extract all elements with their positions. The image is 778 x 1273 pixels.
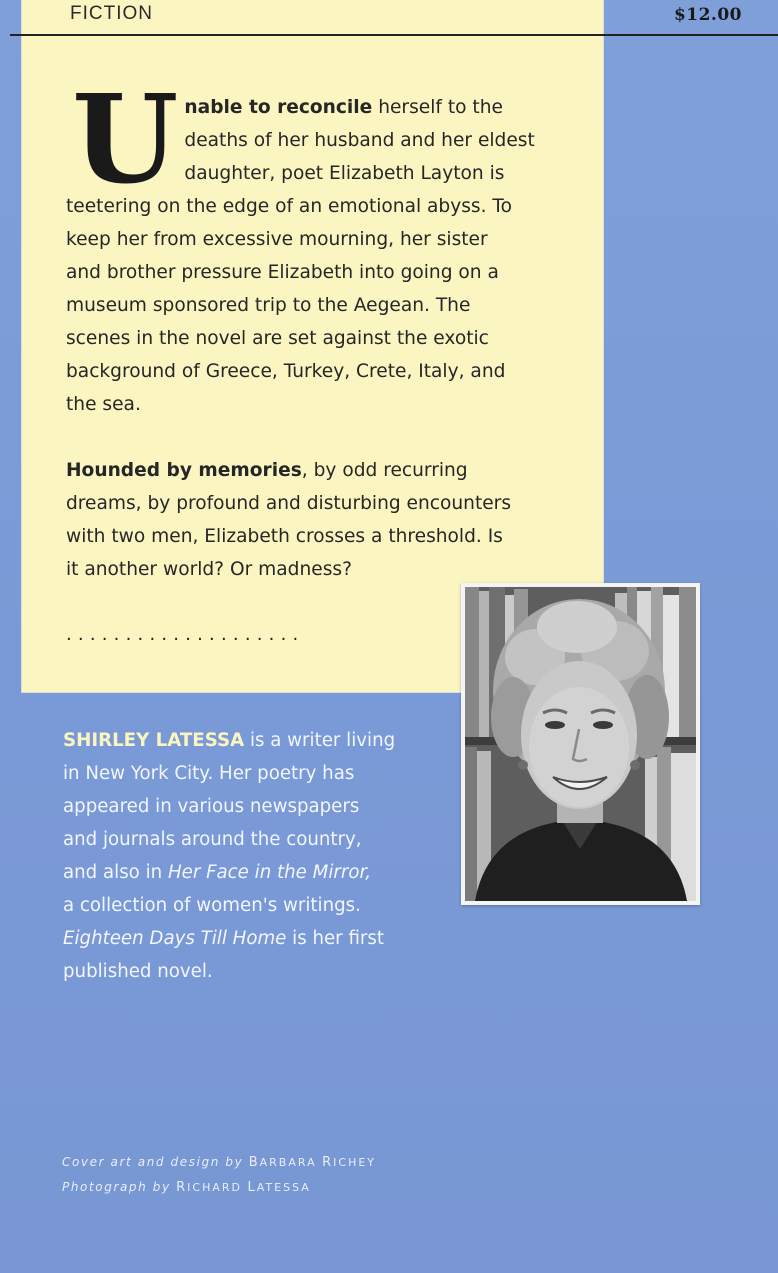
book-title: Eighteen Days Till Home	[63, 928, 287, 949]
blurb-text: teetering on the edge of an emotional abyss. To	[66, 196, 513, 217]
blurb-text: , by odd recurring	[301, 460, 468, 481]
blurb-text: it another world? Or madness?	[66, 559, 352, 580]
book-title: Her Face in the Mirror,	[167, 862, 372, 883]
price-label: $12.00	[673, 5, 742, 25]
blurb-lead-bold: Hounded by memories	[66, 460, 302, 481]
bio-text: published novel.	[63, 961, 213, 982]
blurb-text: daughter, poet Elizabeth Layton is	[184, 163, 505, 184]
credits	[62, 1150, 376, 1200]
blurb-text: keep her from excessive mourning, her sister	[66, 229, 488, 250]
blurb-text: deaths of her husband and her eldest	[184, 130, 535, 151]
category-label: FICTION	[70, 3, 153, 24]
blurb-text: with two men, Elizabeth crosses a threshold. Is	[66, 526, 503, 547]
credit-text: Photograph by	[62, 1180, 177, 1194]
blurb-paragraph-1	[66, 67, 566, 421]
author-photo	[465, 587, 696, 901]
bio-text: appeared in various newspapers	[63, 796, 360, 817]
bio-text: is a writer living	[244, 730, 396, 751]
blurb-paragraph-2	[66, 454, 566, 586]
blurb-text: the sea.	[66, 394, 141, 415]
blurb-text: scenes in the novel are set against the exotic	[66, 328, 489, 349]
credit-text: Cover art and design by	[62, 1155, 249, 1169]
dotted-separator: ....................	[66, 624, 305, 645]
bio-text: in New York City. Her poetry has	[63, 763, 355, 784]
designer-name: BARBARA RICHEY	[248, 1155, 377, 1170]
blurb-text: museum sponsored trip to the Aegean. The	[66, 295, 471, 316]
bio-text: and also in	[63, 862, 168, 883]
author-bio	[63, 724, 448, 988]
drop-cap: U	[72, 67, 179, 211]
blurb-text: dreams, by profound and disturbing encounters	[66, 493, 512, 514]
author-photo-frame	[461, 583, 700, 905]
blurb-text: herself to the	[372, 97, 503, 118]
cover-credit	[62, 1150, 376, 1175]
photo-credit	[62, 1175, 376, 1200]
bio-text: a collection of women's writings.	[63, 895, 361, 916]
blurb-text: and brother pressure Elizabeth into going on a	[66, 262, 499, 283]
author-portrait-icon	[465, 587, 696, 901]
photographer-name: RICHARD LATESSA	[176, 1180, 311, 1195]
author-name: SHIRLEY LATESSA	[63, 730, 245, 751]
bio-text: and journals around the country,	[63, 829, 362, 850]
blurb-text: background of Greece, Turkey, Crete, Italy, and	[66, 361, 506, 382]
header-rule	[10, 34, 778, 36]
book-blurb	[66, 67, 566, 586]
bio-text: is her first	[286, 928, 384, 949]
blurb-lead-bold: nable to reconcile	[184, 97, 373, 118]
